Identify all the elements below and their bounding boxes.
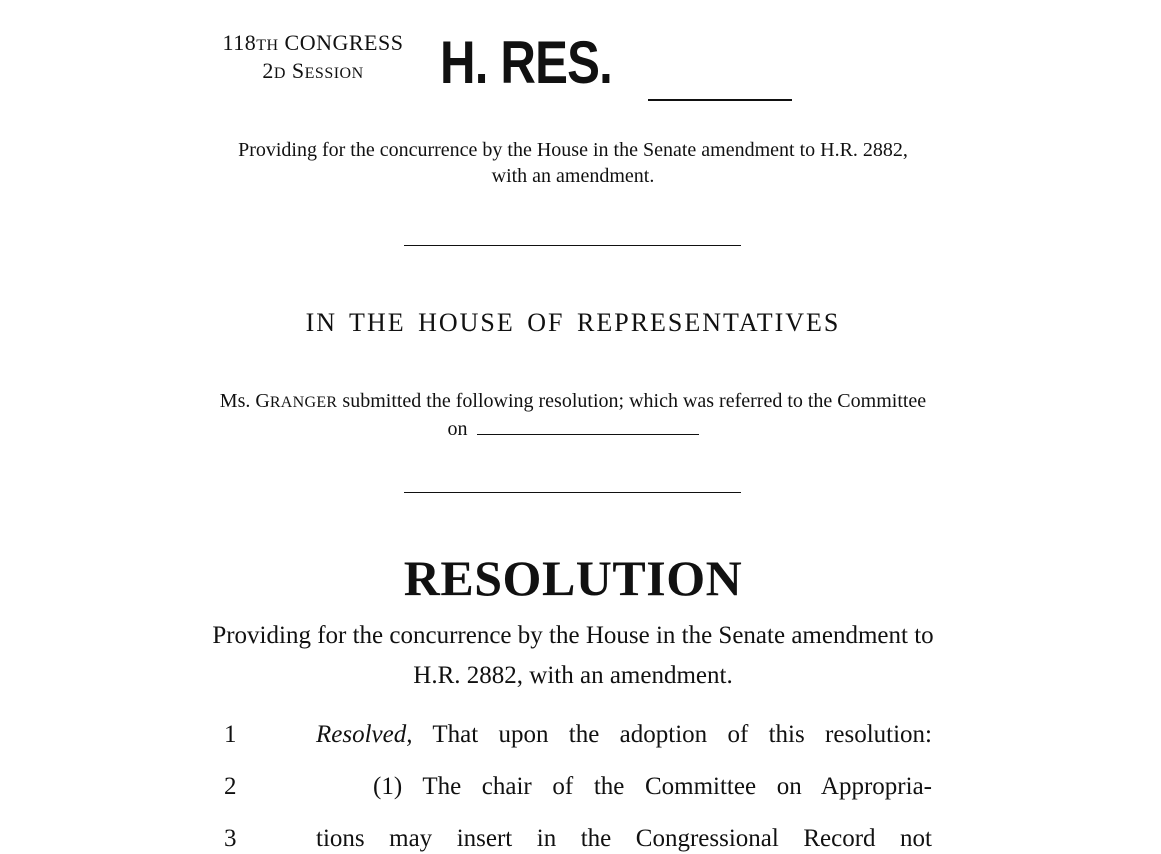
bill-type-heading: H. RES. bbox=[440, 29, 612, 96]
session-line bbox=[200, 58, 426, 86]
sponsor-title: Ms. bbox=[219, 390, 251, 412]
congress-line bbox=[200, 30, 426, 58]
bill-number-blank bbox=[648, 99, 792, 101]
sponsor-name-rest: RANGER bbox=[269, 394, 338, 411]
chamber-heading: IN THE HOUSE OF REPRESENTATIVES bbox=[305, 308, 841, 337]
document-subtitle: Providing for the concurrence by the House in the Senate amendment to H.R. 2882, with an amendment. bbox=[212, 622, 934, 689]
session-suffix: D bbox=[273, 65, 286, 82]
sponsor-action: submitted the following resolution; which was referred to the Committee on bbox=[342, 390, 927, 440]
bill-text-line: (1) The chair of the Committee on Appropria- bbox=[373, 773, 932, 800]
bill-text-line bbox=[316, 720, 932, 750]
sponsor-statement bbox=[215, 388, 931, 442]
bill-text-line: tions may insert in the Congressional Record not bbox=[316, 825, 932, 852]
congress-suffix: TH bbox=[256, 37, 279, 54]
document-type-title: RESOLUTION bbox=[403, 550, 743, 606]
committee-blank bbox=[477, 416, 699, 435]
sponsor-name-initial: G bbox=[255, 390, 270, 412]
line-number: 2 bbox=[224, 773, 237, 800]
divider-rule bbox=[404, 245, 741, 246]
bill-text: That upon the adoption of this resolution: bbox=[432, 721, 932, 748]
congress-number: 118 bbox=[222, 30, 257, 55]
session-number: 2 bbox=[262, 58, 274, 83]
congress-word: CONGRESS bbox=[284, 30, 404, 55]
congress-session-block bbox=[200, 30, 426, 86]
line-number: 3 bbox=[224, 825, 237, 852]
divider-rule bbox=[404, 492, 741, 493]
document-caption: Providing for the concurrence by the House in the Senate amendment to H.R. 2882, with an amendment. bbox=[238, 139, 908, 187]
line-number: 1 bbox=[224, 721, 237, 748]
session-word-rest: ESSION bbox=[304, 65, 364, 82]
resolved-clause: Resolved, bbox=[316, 721, 413, 748]
session-initial: S bbox=[291, 58, 305, 83]
